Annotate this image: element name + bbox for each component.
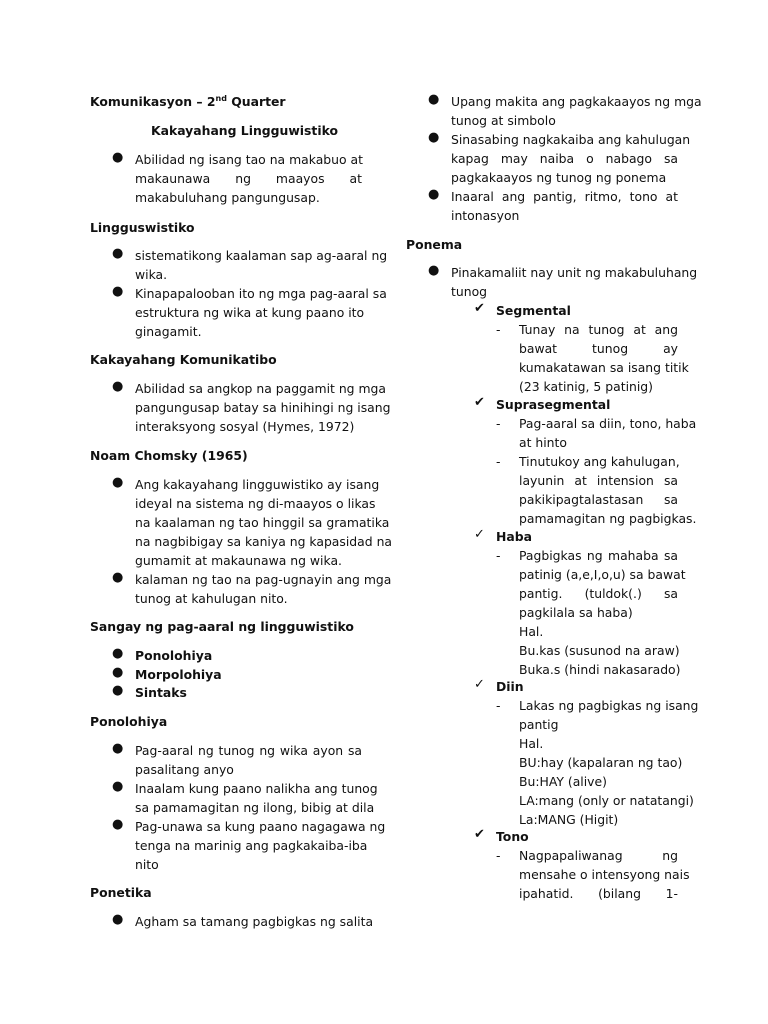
main-heading: Kakayahang Lingguwistiko	[151, 123, 338, 138]
dash-line: pantig. (tuldok(.) sa	[519, 586, 678, 601]
bullet-line: Kinapapalooban ito ng mga pag-aaral sa	[135, 286, 387, 301]
dash-line: Hal.	[519, 624, 544, 639]
bullet-line: Inaaral ang pantig, ritmo, tono at	[451, 189, 678, 204]
dash-line: Pag-aaral sa diin, tono, haba	[519, 416, 697, 431]
bullet-icon: ●	[112, 912, 124, 927]
dash-icon: -	[496, 848, 501, 863]
bullet-line: tenga na marinig ang pagkakaiba-iba	[135, 838, 368, 853]
bullet-icon: ●	[112, 150, 124, 165]
checkmark-icon: ✓	[474, 527, 485, 542]
dash-line: kumakatawan sa isang titik	[519, 360, 689, 375]
dash-icon: -	[496, 698, 501, 713]
bullet-icon: ●	[112, 646, 124, 661]
document-title: Komunikasyon – 2nd Quarter	[90, 93, 286, 109]
bullet-line: Pinakamaliit nay unit ng makabuluhang	[451, 265, 698, 280]
dash-line: mensahe o intensyong nais	[519, 867, 690, 882]
dash-line: pamamagitan ng pagbigkas.	[519, 511, 697, 526]
section-heading-komunikatibo: Kakayahang Komunikatibo	[90, 352, 277, 367]
bullet-line: intonasyon	[451, 208, 520, 223]
bullet-line: sa pamamagitan ng ilong, bibig at dila	[135, 800, 375, 815]
bullet-line: pagkakaayos ng tunog ng ponema	[451, 170, 667, 185]
dash-line: La:MANG (Higit)	[519, 812, 619, 827]
checkmark-icon: ✔	[474, 827, 485, 842]
dash-icon: -	[496, 548, 501, 563]
dash-icon: -	[496, 416, 501, 431]
bullet-line: tunog at kahulugan nito.	[135, 591, 288, 606]
dash-icon: -	[496, 322, 501, 337]
subheading-suprasegmental: Suprasegmental	[496, 397, 611, 412]
bullet-line: interaksyong sosyal (Hymes, 1972)	[135, 419, 355, 434]
bullet-line: Pag-aaral ng tunog ng wika ayon sa	[135, 743, 362, 758]
dash-line: Bu.kas (susunod na araw)	[519, 643, 680, 658]
bullet-line: na nagbibigay sa kaniya ng kapasidad na	[135, 534, 393, 549]
bullet-icon: ●	[428, 92, 440, 107]
section-heading-chomsky: Noam Chomsky (1965)	[90, 448, 248, 463]
dash-line: Tinutukoy ang kahulugan,	[519, 454, 680, 469]
bullet-line: Abilidad ng isang tao na makabuo at	[135, 152, 363, 167]
dash-line: at hinto	[519, 435, 567, 450]
dash-line: Lakas ng pagbigkas ng isang	[519, 698, 699, 713]
dash-line: Buka.s (hindi nakasarado)	[519, 662, 681, 677]
bullet-icon: ●	[112, 379, 124, 394]
dash-line: patinig (a,e,I,o,u) sa bawat	[519, 567, 686, 582]
dash-line: Pagbigkas ng mahaba sa	[519, 548, 678, 563]
subheading-haba: Haba	[496, 529, 532, 544]
dash-line: pagkilala sa haba)	[519, 605, 633, 620]
bullet-line: Upang makita ang pagkakaayos ng mga	[451, 94, 702, 109]
bullet-line: pangungusap batay sa hinihingi ng isang	[135, 400, 391, 415]
checkmark-icon: ✓	[474, 677, 485, 692]
dash-line: Bu:HAY (alive)	[519, 774, 607, 789]
dash-line: (23 katinig, 5 patinig)	[519, 379, 654, 394]
dash-line: ipahatid. (bilang 1-	[519, 886, 678, 901]
dash-line: Hal.	[519, 736, 544, 751]
dash-line: bawat tunog ay	[519, 341, 678, 356]
dash-line: Nagpapaliwanag ng	[519, 848, 678, 863]
section-heading-lingguwistiko: Lingguswistiko	[90, 220, 195, 235]
bullet-line: tunog	[451, 284, 488, 299]
sangay-item: Morpolohiya	[135, 667, 222, 682]
bullet-line: makaunawa ng maayos at	[135, 171, 362, 186]
bullet-line: Ang kakayahang lingguwistiko ay isang	[135, 477, 380, 492]
bullet-icon: ●	[112, 475, 124, 490]
subheading-segmental: Segmental	[496, 303, 571, 318]
dash-line: Tunay na tunog at ang	[519, 322, 678, 337]
dash-icon: -	[496, 454, 501, 469]
bullet-line: Sinasabing nagkakaiba ang kahulugan	[451, 132, 691, 147]
subheading-tono: Tono	[496, 829, 529, 844]
bullet-icon: ●	[428, 263, 440, 278]
bullet-icon: ●	[112, 665, 124, 680]
bullet-line: Inaalam kung paano nalikha ang tunog	[135, 781, 378, 796]
dash-line: pakikipagtalastasan sa	[519, 492, 678, 507]
bullet-icon: ●	[112, 570, 124, 585]
bullet-line: na kaalaman ng tao hinggil sa gramatika	[135, 515, 390, 530]
bullet-icon: ●	[112, 683, 124, 698]
bullet-line: wika.	[135, 267, 168, 282]
bullet-line: Pag-unawa sa kung paano nagagawa ng	[135, 819, 386, 834]
bullet-line: makabuluhang pangungusap.	[135, 190, 320, 205]
checkmark-icon: ✔	[474, 395, 485, 410]
dash-line: BU:hay (kapalaran ng tao)	[519, 755, 683, 770]
section-heading-sangay: Sangay ng pag-aaral ng lingguwistiko	[90, 619, 354, 634]
bullet-icon: ●	[428, 130, 440, 145]
checkmark-icon: ✔	[474, 301, 485, 316]
bullet-line: ideyal na sistema ng di-maayos o likas	[135, 496, 376, 511]
bullet-icon: ●	[112, 246, 124, 261]
bullet-icon: ●	[112, 284, 124, 299]
bullet-line: ginagamit.	[135, 324, 202, 339]
dash-line: LA:mang (only or natatangi)	[519, 793, 694, 808]
bullet-line: Abilidad sa angkop na paggamit ng mga	[135, 381, 387, 396]
bullet-line: Agham sa tamang pagbigkas ng salita	[135, 914, 374, 929]
subheading-diin: Diin	[496, 679, 524, 694]
bullet-line: sistematikong kaalaman sap ag-aaral ng	[135, 248, 388, 263]
bullet-line: kalaman ng tao na pag-ugnayin ang mga	[135, 572, 392, 587]
bullet-line: kapag may naiba o nabago sa	[451, 151, 678, 166]
bullet-line: nito	[135, 857, 159, 872]
section-heading-ponolohiya: Ponolohiya	[90, 714, 168, 729]
bullet-line: gumamit at makaunawa ng wika.	[135, 553, 342, 568]
bullet-line: tunog at simbolo	[451, 113, 556, 128]
bullet-icon: ●	[112, 741, 124, 756]
sangay-item: Sintaks	[135, 685, 187, 700]
dash-line: layunin at intension sa	[519, 473, 678, 488]
dash-line: pantig	[519, 717, 559, 732]
sangay-item: Ponolohiya	[135, 648, 213, 663]
bullet-line: estruktura ng wika at kung paano ito	[135, 305, 365, 320]
bullet-line: pasalitang anyo	[135, 762, 234, 777]
section-heading-ponema: Ponema	[406, 237, 463, 252]
bullet-icon: ●	[112, 779, 124, 794]
bullet-icon: ●	[428, 187, 440, 202]
section-heading-ponetika: Ponetika	[90, 885, 152, 900]
bullet-icon: ●	[112, 817, 124, 832]
